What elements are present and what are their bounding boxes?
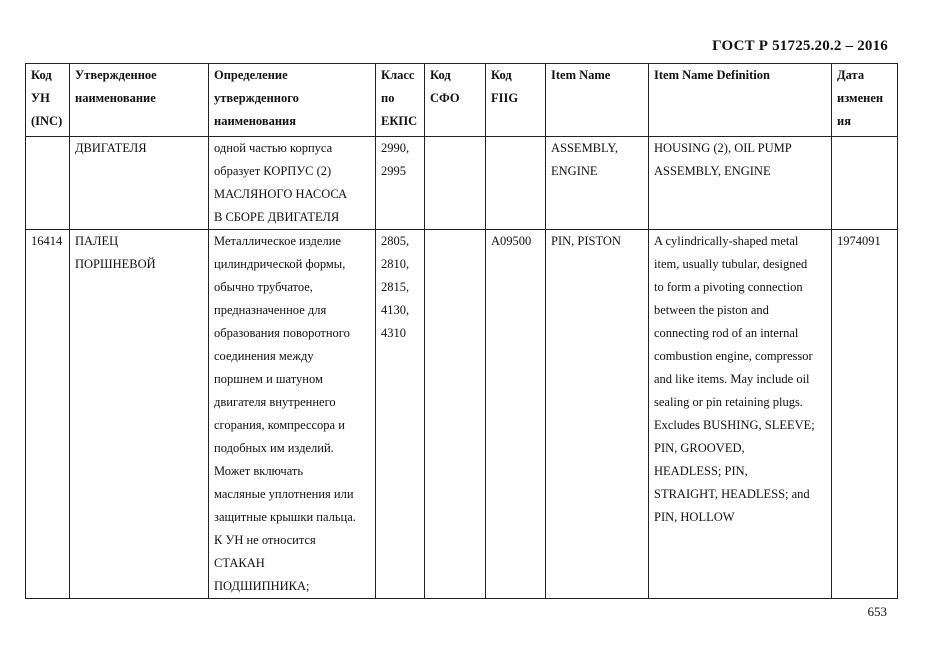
item-name-cell bbox=[546, 137, 649, 230]
column-header-line: изменен bbox=[837, 91, 884, 105]
column-header-line: ЕКПС bbox=[381, 114, 418, 128]
column-header bbox=[209, 64, 376, 137]
cell-text-line: образования поворотного bbox=[214, 326, 350, 340]
cell-text-line: between the piston and bbox=[654, 303, 769, 317]
cell-text-line: 2990, bbox=[381, 141, 410, 155]
cell-text-line: Может включать bbox=[214, 464, 304, 478]
change-date-cell bbox=[832, 230, 898, 599]
cell-text-line: К УН не относится bbox=[214, 533, 316, 547]
cell-text-line: PIN, HOLLOW bbox=[654, 510, 735, 524]
cell-text-line: HEADLESS; PIN, bbox=[654, 464, 748, 478]
cell-text-line: 2815, bbox=[381, 280, 410, 294]
cell-text-line: PIN, PISTON bbox=[551, 234, 621, 248]
table-row bbox=[26, 230, 898, 599]
column-header-line: Утвержденное bbox=[75, 68, 157, 82]
column-header-line: Код bbox=[491, 68, 512, 82]
catalog-table bbox=[25, 63, 898, 599]
cell-text-line: ENGINE bbox=[551, 164, 598, 178]
item-definition-cell bbox=[649, 137, 832, 230]
item-definition-cell bbox=[649, 230, 832, 599]
cell-text-line: 4310 bbox=[381, 326, 406, 340]
column-header-line: Item Name Definition bbox=[654, 68, 770, 82]
column-header bbox=[832, 64, 898, 137]
column-header-line: УН bbox=[31, 91, 50, 105]
cell-text-line: Excludes BUSHING, SLEEVE; bbox=[654, 418, 815, 432]
column-header-line: (INC) bbox=[31, 114, 63, 128]
fiig-cell bbox=[486, 230, 546, 599]
cell-text-line: поршнем и шатуном bbox=[214, 372, 323, 386]
cell-text-line: образует КОРПУС (2) bbox=[214, 164, 332, 178]
cell-text-line: connecting rod of an internal bbox=[654, 326, 799, 340]
inc-cell bbox=[26, 230, 70, 599]
cell-text-line: защитные крышки пальца. bbox=[214, 510, 356, 524]
cell-text-line: двигателя внутреннего bbox=[214, 395, 336, 409]
cell-text-line: ASSEMBLY, ENGINE bbox=[654, 164, 771, 178]
column-header bbox=[26, 64, 70, 137]
column-header-line: по bbox=[381, 91, 395, 105]
cell-text-line: 16414 bbox=[31, 234, 63, 248]
cell-text-line: МАСЛЯНОГО НАСОСА bbox=[214, 187, 348, 201]
cell-text-line: Металлическое изделие bbox=[214, 234, 341, 248]
column-header bbox=[425, 64, 486, 137]
cell-text-line: HOUSING (2), OIL PUMP bbox=[654, 141, 792, 155]
column-header-line: Item Name bbox=[551, 68, 611, 82]
definition-cell bbox=[209, 230, 376, 599]
column-header-line: Дата bbox=[837, 68, 865, 82]
column-header-line: Код bbox=[430, 68, 451, 82]
column-header-line: Определение bbox=[214, 68, 288, 82]
inc-cell bbox=[26, 137, 70, 230]
class-cell bbox=[376, 137, 425, 230]
page-number: 653 bbox=[867, 604, 887, 619]
cell-text-line: to form a pivoting connection bbox=[654, 280, 803, 294]
cell-text-line: A cylindrically-shaped metal bbox=[654, 234, 799, 248]
cell-text-line: STRAIGHT, HEADLESS; and bbox=[654, 487, 810, 501]
column-header bbox=[546, 64, 649, 137]
cell-text-line: sealing or pin retaining plugs. bbox=[654, 395, 803, 409]
cell-text-line: 2810, bbox=[381, 257, 410, 271]
sfo-cell bbox=[425, 230, 486, 599]
cell-text-line: В СБОРЕ ДВИГАТЕЛЯ bbox=[214, 210, 340, 224]
cell-text-line: A09500 bbox=[491, 234, 532, 248]
cell-text-line: сгорания, компрессора и bbox=[214, 418, 345, 432]
sfo-cell bbox=[425, 137, 486, 230]
table-row bbox=[26, 137, 898, 230]
column-header-line: FIIG bbox=[491, 91, 519, 105]
cell-text-line: масляные уплотнения или bbox=[214, 487, 354, 501]
column-header-line: утвержденного bbox=[214, 91, 299, 105]
definition-cell bbox=[209, 137, 376, 230]
column-header bbox=[376, 64, 425, 137]
column-header-line: Класс bbox=[381, 68, 415, 82]
cell-text-line: предназначенное для bbox=[214, 303, 327, 317]
column-header bbox=[649, 64, 832, 137]
document-code: ГОСТ Р 51725.20.2 – 2016 bbox=[712, 38, 888, 54]
column-header-line: наименование bbox=[75, 91, 156, 105]
cell-text-line: одной частью корпуса bbox=[214, 141, 333, 155]
cell-text-line: ПОДШИПНИКА; bbox=[214, 579, 310, 593]
cell-text-line: 4130, bbox=[381, 303, 410, 317]
column-header-line: Код bbox=[31, 68, 52, 82]
column-header-line: ия bbox=[837, 114, 851, 128]
table-header-row bbox=[26, 64, 898, 137]
item-name-cell bbox=[546, 230, 649, 599]
cell-text-line: цилиндрической формы, bbox=[214, 257, 346, 271]
column-header bbox=[70, 64, 209, 137]
cell-text-line: 1974091 bbox=[837, 234, 881, 248]
column-header-line: наименования bbox=[214, 114, 297, 128]
table-body bbox=[26, 137, 898, 599]
cell-text-line: ДВИГАТЕЛЯ bbox=[75, 141, 147, 155]
column-header bbox=[486, 64, 546, 137]
change-date-cell bbox=[832, 137, 898, 230]
cell-text-line: 2995 bbox=[381, 164, 406, 178]
class-cell bbox=[376, 230, 425, 599]
cell-text-line: item, usually tubular, designed bbox=[654, 257, 808, 271]
cell-text-line: обычно трубчатое, bbox=[214, 280, 313, 294]
cell-text-line: 2805, bbox=[381, 234, 410, 248]
cell-text-line: and like items. May include oil bbox=[654, 372, 810, 386]
cell-text-line: ПАЛЕЦ bbox=[75, 234, 119, 248]
cell-text-line: ПОРШНЕВОЙ bbox=[75, 257, 156, 271]
fiig-cell bbox=[486, 137, 546, 230]
column-header-line: СФО bbox=[430, 91, 460, 105]
approved-name-cell bbox=[70, 230, 209, 599]
cell-text-line: СТАКАН bbox=[214, 556, 265, 570]
cell-text-line: ASSEMBLY, bbox=[551, 141, 618, 155]
cell-text-line: соединения между bbox=[214, 349, 314, 363]
cell-text-line: combustion engine, compressor bbox=[654, 349, 813, 363]
cell-text-line: PIN, GROOVED, bbox=[654, 441, 745, 455]
cell-text-line: подобных им изделий. bbox=[214, 441, 334, 455]
approved-name-cell bbox=[70, 137, 209, 230]
